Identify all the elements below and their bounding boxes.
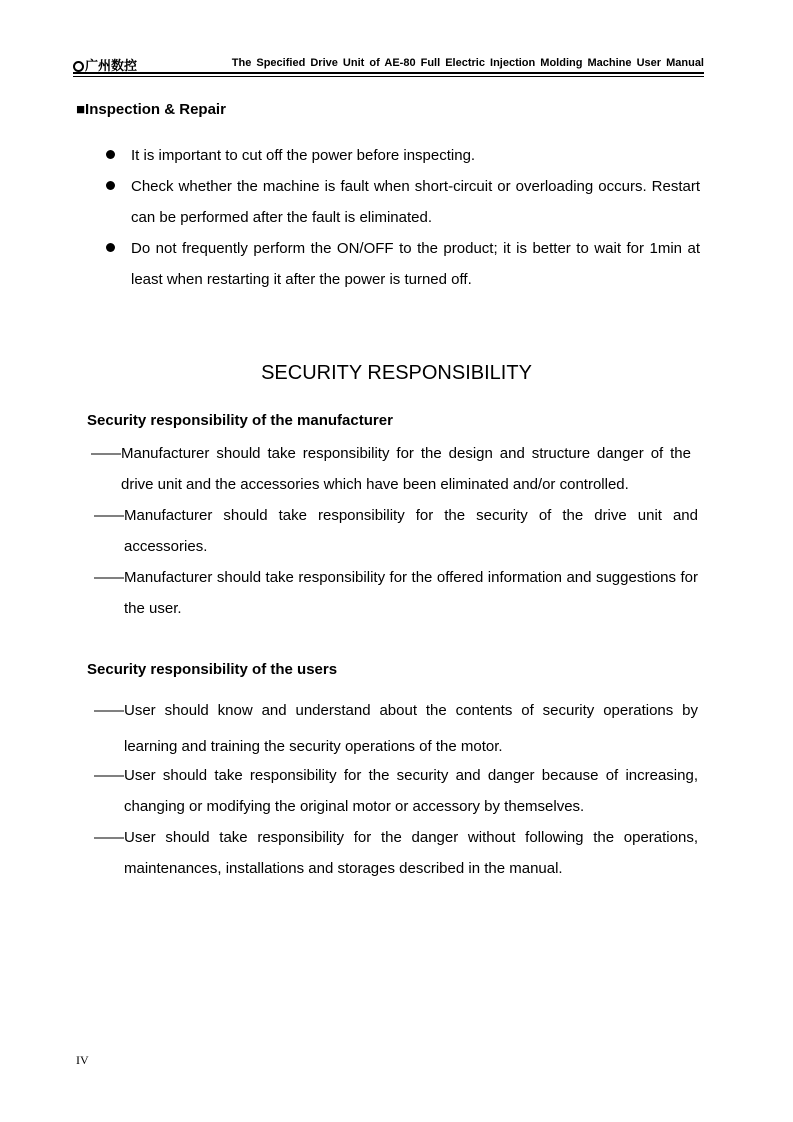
inspection-heading: ■Inspection & Repair [76, 101, 226, 118]
bullet-icon [106, 150, 115, 159]
page-number: IV [76, 1053, 89, 1067]
list-item: ——User should know and understand about the contents of security operations by learning and training the security operations of the motor. [94, 702, 698, 755]
logo-text: 广州数控 [85, 59, 138, 74]
list-item: ——Manufacturer should take responsibility for the offered information and suggestions for the user. [94, 569, 698, 617]
list-item: ——User should take responsibility for the danger without following the operations, maintenances, installations and storages described in the manual. [94, 829, 698, 877]
list-item: Check whether the machine is fault when short-circuit or overloading occurs. Restart can be performed after the fault is eliminated. [104, 171, 700, 233]
list-item: Do not frequently perform the ON/OFF to the product; it is better to wait for 1min at least when restarting it after the power is turned off. [104, 233, 700, 295]
company-logo [73, 55, 138, 74]
inspection-list [104, 140, 700, 295]
header-rule-thin [73, 76, 704, 77]
logo-icon [73, 61, 84, 72]
page-header [73, 53, 704, 77]
bullet-icon [106, 181, 115, 190]
list-item: It is important to cut off the power before inspecting. [104, 140, 700, 171]
manual-title: The Specified Drive Unit of AE-80 Full Electric Injection Molding Machine User Manual [231, 57, 704, 69]
header-rule [73, 72, 704, 74]
manufacturer-heading: Security responsibility of the manufacturer [87, 412, 393, 429]
bullet-icon [106, 243, 115, 252]
section-title: SECURITY RESPONSIBILITY [261, 362, 532, 384]
list-item: ——User should take responsibility for the security and danger because of increasing, changing or modifying the original motor or accessory by themselves. [94, 767, 698, 815]
list-item: ——Manufacturer should take responsibility for the security of the drive unit and accessories. [94, 507, 698, 555]
list-item: ——Manufacturer should take responsibility for the design and structure danger of the drive unit and the accessories which have been eliminated and/or controlled. [91, 445, 691, 493]
users-heading: Security responsibility of the users [87, 661, 338, 678]
